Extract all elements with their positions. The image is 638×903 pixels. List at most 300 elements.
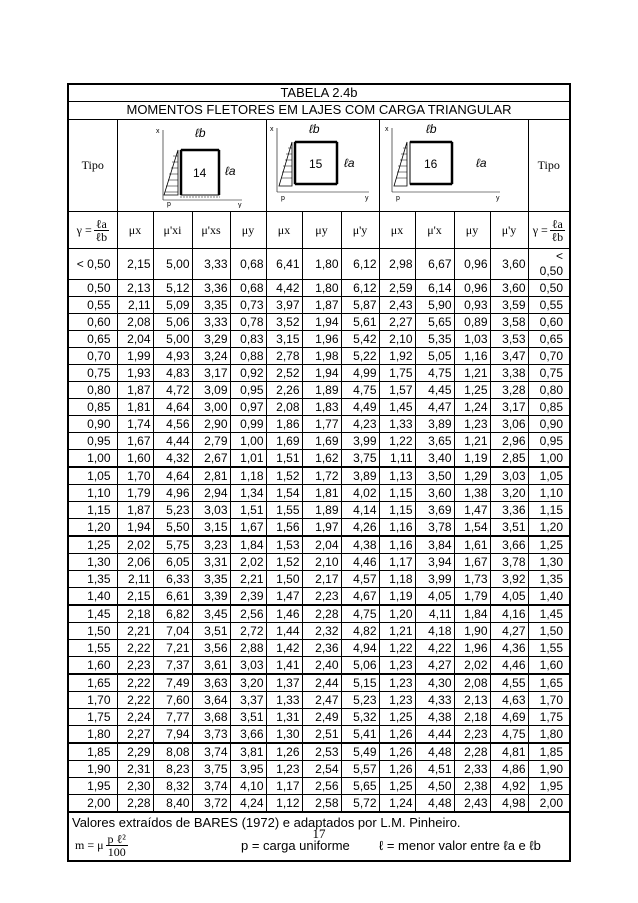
moment-coefficient: 6,33 bbox=[153, 571, 192, 588]
moment-coefficient: 3,52 bbox=[266, 314, 302, 331]
moment-coefficient: 1,67 bbox=[117, 433, 153, 450]
moment-coefficient: 3,03 bbox=[230, 657, 266, 675]
moment-coefficient: 2,28 bbox=[454, 743, 490, 761]
moment-coefficient: 1,92 bbox=[379, 348, 415, 365]
moment-coefficient: 3,97 bbox=[266, 297, 302, 314]
gamma-value: 1,50 bbox=[528, 623, 569, 640]
moment-coefficient: 2,10 bbox=[379, 331, 415, 348]
moment-coefficient: 1,94 bbox=[117, 519, 153, 537]
moment-coefficient: 5,61 bbox=[341, 314, 379, 331]
moment-coefficient: 5,32 bbox=[341, 709, 379, 726]
moment-coefficient: 1,51 bbox=[266, 450, 302, 468]
moment-coefficient: 1,21 bbox=[454, 433, 490, 450]
moment-coefficient: 3,73 bbox=[192, 726, 230, 744]
gamma-value: 0,55 bbox=[528, 297, 569, 314]
moment-coefficient: 1,17 bbox=[266, 778, 302, 795]
moment-coefficient: 1,25 bbox=[379, 709, 415, 726]
moment-coefficient: 3,03 bbox=[490, 467, 528, 485]
moment-coefficient: 1,25 bbox=[454, 382, 490, 399]
x-axis-label: x bbox=[384, 126, 389, 133]
moment-coefficient: 2,29 bbox=[117, 743, 153, 761]
gamma-value: 1,05 bbox=[69, 467, 117, 485]
moment-coefficient: 8,40 bbox=[153, 795, 192, 812]
moment-coefficient: 2,23 bbox=[302, 588, 341, 606]
moment-coefficient: 3,66 bbox=[230, 726, 266, 744]
moment-coefficient: 0,68 bbox=[230, 249, 266, 280]
moment-coefficient: 4,93 bbox=[153, 348, 192, 365]
moment-coefficient: 7,77 bbox=[153, 709, 192, 726]
table-row bbox=[69, 726, 569, 744]
moment-coefficient: 5,50 bbox=[153, 519, 192, 537]
table-row bbox=[69, 331, 569, 348]
moment-coefficient: 3,20 bbox=[490, 485, 528, 502]
moment-coefficient: 1,87 bbox=[117, 382, 153, 399]
moment-coefficient: 2,21 bbox=[117, 623, 153, 640]
gamma-numerator: ℓa bbox=[551, 216, 563, 231]
moment-coefficient: 0,93 bbox=[454, 297, 490, 314]
gamma-value: 1,60 bbox=[69, 657, 117, 675]
moment-coefficient: 4,14 bbox=[341, 502, 379, 519]
moment-coefficient: 4,98 bbox=[490, 795, 528, 812]
moment-coefficient: 1,53 bbox=[266, 536, 302, 554]
moment-coefficient: 2,38 bbox=[454, 778, 490, 795]
gamma-value: 0,90 bbox=[528, 416, 569, 433]
formula-denominator: 100 bbox=[107, 845, 126, 859]
moment-coefficient: 3,33 bbox=[192, 314, 230, 331]
moment-coefficient: 5,90 bbox=[415, 297, 454, 314]
moment-coefficient: 0,99 bbox=[230, 416, 266, 433]
moment-coefficient: 1,52 bbox=[266, 467, 302, 485]
moment-coefficient: 7,37 bbox=[153, 657, 192, 675]
table-subtitle: MOMENTOS FLETORES EM LAJES COM CARGA TRIANGULAR bbox=[69, 102, 569, 120]
moment-coefficient: 2,27 bbox=[117, 726, 153, 744]
gamma-value: 0,70 bbox=[528, 348, 569, 365]
moment-coefficient: 4,55 bbox=[490, 674, 528, 692]
moment-coefficient: 1,12 bbox=[266, 795, 302, 812]
moment-coefficient: 4,92 bbox=[490, 778, 528, 795]
gamma-value: 1,15 bbox=[69, 502, 117, 519]
moment-coefficient: 2,04 bbox=[117, 331, 153, 348]
moment-coefficient: 2,67 bbox=[192, 450, 230, 468]
moment-coefficient: 1,26 bbox=[379, 726, 415, 744]
table-row bbox=[69, 280, 569, 297]
moment-coefficient: 1,45 bbox=[379, 399, 415, 416]
moment-coefficient: 3,89 bbox=[341, 467, 379, 485]
moment-coefficient: 4,67 bbox=[341, 588, 379, 606]
moment-coefficient: 0,95 bbox=[230, 382, 266, 399]
p-label: p bbox=[395, 195, 400, 202]
moment-coefficient: 3,06 bbox=[490, 416, 528, 433]
moment-coefficient: 2,78 bbox=[266, 348, 302, 365]
gamma-value: 1,70 bbox=[528, 692, 569, 709]
gamma-value: 0,80 bbox=[528, 382, 569, 399]
la-label: ℓa bbox=[475, 156, 487, 170]
moment-coefficient: 5,22 bbox=[341, 348, 379, 365]
moment-coefficient: 2,18 bbox=[454, 709, 490, 726]
moment-coefficient: 4,72 bbox=[153, 382, 192, 399]
moment-coefficient: 2,43 bbox=[379, 297, 415, 314]
moment-coefficient: 5,72 bbox=[341, 795, 379, 812]
moment-coefficient: 2,27 bbox=[379, 314, 415, 331]
moment-coefficient: 4,75 bbox=[341, 382, 379, 399]
moment-coefficient: 1,26 bbox=[379, 743, 415, 761]
moment-coefficient: 4,49 bbox=[341, 399, 379, 416]
table-row bbox=[69, 485, 569, 502]
moment-coefficient: 4,75 bbox=[490, 726, 528, 744]
moment-coefficient: 3,53 bbox=[490, 331, 528, 348]
table-row bbox=[69, 249, 569, 280]
moment-coefficient: 3,99 bbox=[415, 571, 454, 588]
moment-coefficient: 3,78 bbox=[415, 519, 454, 537]
gamma-numerator: ℓa bbox=[95, 216, 107, 231]
moment-coefficient: 1,87 bbox=[117, 502, 153, 519]
gamma-value: 0,95 bbox=[528, 433, 569, 450]
moment-coefficient: 3,60 bbox=[490, 249, 528, 280]
gamma-value: 2,00 bbox=[69, 795, 117, 812]
moment-coefficient: 3,17 bbox=[192, 365, 230, 382]
moment-coefficient: 1,94 bbox=[302, 314, 341, 331]
gamma-value: 1,50 bbox=[69, 623, 117, 640]
p-label: p bbox=[166, 201, 171, 208]
moment-coefficient: 4,18 bbox=[415, 623, 454, 640]
moment-coefficient: 1,22 bbox=[379, 640, 415, 657]
moment-coefficient: 0,68 bbox=[230, 280, 266, 297]
table-row bbox=[69, 502, 569, 519]
gamma-value: 0,55 bbox=[69, 297, 117, 314]
moment-coefficient: 1,96 bbox=[454, 640, 490, 657]
tipo-label-right: Tipo bbox=[528, 120, 569, 212]
moment-coefficient: 6,12 bbox=[341, 249, 379, 280]
symbol-header-row bbox=[69, 212, 569, 249]
p-label: p bbox=[280, 195, 285, 202]
moment-coefficient: 3,74 bbox=[192, 778, 230, 795]
moment-coefficient: 3,64 bbox=[192, 692, 230, 709]
moment-coefficient: 6,05 bbox=[153, 554, 192, 571]
gamma-value: 1,70 bbox=[69, 692, 117, 709]
moment-coefficient: 1,30 bbox=[266, 726, 302, 744]
length-definition: ℓ = menor valor entre ℓa e ℓb bbox=[379, 838, 541, 853]
gamma-value: 1,35 bbox=[69, 571, 117, 588]
moment-coefficient: 2,88 bbox=[230, 640, 266, 657]
moment-coefficient: 1,69 bbox=[302, 433, 341, 450]
moment-coefficient: 2,72 bbox=[230, 623, 266, 640]
moment-coefficient: 7,94 bbox=[153, 726, 192, 744]
moment-coefficient: 4,24 bbox=[230, 795, 266, 812]
table-row bbox=[69, 657, 569, 675]
moment-coefficient: 3,60 bbox=[490, 280, 528, 297]
moment-coefficient: 2,23 bbox=[454, 726, 490, 744]
moment-coefficient: 3,56 bbox=[192, 640, 230, 657]
lb-label: ℓb bbox=[194, 126, 206, 140]
moment-coefficient: 2,26 bbox=[266, 382, 302, 399]
source-note: Valores extraídos de BARES (1972) e adaptados por L.M. Pinheiro. bbox=[72, 815, 461, 830]
moment-coefficient: 4,94 bbox=[341, 640, 379, 657]
moment-coefficient: 1,00 bbox=[230, 433, 266, 450]
gamma-value: 0,85 bbox=[528, 399, 569, 416]
moment-coefficient: 1,19 bbox=[454, 450, 490, 468]
gamma-value: 0,60 bbox=[69, 314, 117, 331]
moment-coefficient: 6,61 bbox=[153, 588, 192, 606]
moment-coefficient: 2,47 bbox=[302, 692, 341, 709]
table-row bbox=[69, 778, 569, 795]
moment-coefficient: 6,67 bbox=[415, 249, 454, 280]
moment-coefficient: 4,57 bbox=[341, 571, 379, 588]
moment-coefficient: 1,33 bbox=[266, 692, 302, 709]
formula-numerator: p ℓ² bbox=[107, 832, 126, 846]
moment-coefficient: 3,94 bbox=[415, 554, 454, 571]
gamma-value: 1,30 bbox=[69, 554, 117, 571]
moment-coefficient: 1,34 bbox=[230, 485, 266, 502]
moment-coefficient: 1,77 bbox=[302, 416, 341, 433]
moment-coefficient: 3,61 bbox=[192, 657, 230, 675]
coefficient-header: μ'xi bbox=[153, 212, 192, 249]
moment-coefficient: 3,99 bbox=[341, 433, 379, 450]
lb-label: ℓb bbox=[425, 122, 437, 136]
moment-coefficient: 0,96 bbox=[454, 249, 490, 280]
moment-coefficient: 1,57 bbox=[379, 382, 415, 399]
moment-coefficient: 4,81 bbox=[490, 743, 528, 761]
gamma-value: 1,60 bbox=[528, 657, 569, 675]
moment-coefficient: 2,33 bbox=[454, 761, 490, 778]
moment-coefficient: 3,28 bbox=[490, 382, 528, 399]
moment-coefficient: 1,50 bbox=[266, 571, 302, 588]
gamma-value: 1,10 bbox=[528, 485, 569, 502]
gamma-value: 1,85 bbox=[528, 743, 569, 761]
table-sheet bbox=[67, 83, 571, 862]
slab-14-icon bbox=[120, 120, 269, 208]
moment-coefficient: 1,37 bbox=[266, 674, 302, 692]
moment-coefficient: 1,73 bbox=[454, 571, 490, 588]
coefficient-header: μx bbox=[117, 212, 153, 249]
moment-coefficient: 1,47 bbox=[454, 502, 490, 519]
moment-coefficient: 1,24 bbox=[379, 795, 415, 812]
moment-coefficient: 4,45 bbox=[415, 382, 454, 399]
moment-coefficient: 1,55 bbox=[266, 502, 302, 519]
moment-coefficient: 1,24 bbox=[454, 399, 490, 416]
moment-coefficient: 4,27 bbox=[415, 657, 454, 675]
moment-coefficient: 3,68 bbox=[192, 709, 230, 726]
moment-coefficient: 4,69 bbox=[490, 709, 528, 726]
moment-coefficient: 1,99 bbox=[117, 348, 153, 365]
moment-coefficient: 4,05 bbox=[490, 588, 528, 606]
moments-table bbox=[69, 120, 569, 812]
moment-coefficient: 1,41 bbox=[266, 657, 302, 675]
gamma-value: 1,80 bbox=[69, 726, 117, 744]
moment-coefficient: 1,74 bbox=[117, 416, 153, 433]
moment-coefficient: 2,36 bbox=[302, 640, 341, 657]
moment-coefficient: 3,74 bbox=[192, 743, 230, 761]
moment-coefficient: 2,94 bbox=[192, 485, 230, 502]
moment-coefficient: 1,22 bbox=[379, 433, 415, 450]
gamma-value: 0,75 bbox=[528, 365, 569, 382]
moment-coefficient: 2,08 bbox=[266, 399, 302, 416]
moment-coefficient: 5,87 bbox=[341, 297, 379, 314]
gamma-symbol: γ = bbox=[76, 222, 92, 237]
diagram-row bbox=[69, 120, 569, 212]
moment-coefficient: 2,21 bbox=[230, 571, 266, 588]
moment-coefficient: 1,15 bbox=[379, 502, 415, 519]
gamma-value: 0,85 bbox=[69, 399, 117, 416]
moment-coefficient: 4,50 bbox=[415, 778, 454, 795]
moment-coefficient: 6,12 bbox=[341, 280, 379, 297]
moment-coefficient: 2,02 bbox=[117, 536, 153, 554]
moment-coefficient: 2,58 bbox=[302, 795, 341, 812]
moment-coefficient: 2,85 bbox=[490, 450, 528, 468]
moment-coefficient: 1,93 bbox=[117, 365, 153, 382]
moment-coefficient: 5,06 bbox=[341, 657, 379, 675]
moment-coefficient: 5,00 bbox=[153, 249, 192, 280]
gamma-value: 0,75 bbox=[69, 365, 117, 382]
moment-coefficient: 3,51 bbox=[490, 519, 528, 537]
moment-coefficient: 3,89 bbox=[415, 416, 454, 433]
moment-coefficient: 3,66 bbox=[490, 536, 528, 554]
coefficient-header: μ'xs bbox=[192, 212, 230, 249]
moment-coefficient: 5,75 bbox=[153, 536, 192, 554]
gamma-value: < 0,50 bbox=[528, 249, 569, 280]
moment-coefficient: 0,88 bbox=[230, 348, 266, 365]
gamma-value: 1,10 bbox=[69, 485, 117, 502]
case-number: 14 bbox=[192, 166, 206, 180]
moment-coefficient: 2,13 bbox=[454, 692, 490, 709]
y-axis-label: y bbox=[364, 195, 368, 202]
moment-coefficient: 2,98 bbox=[379, 249, 415, 280]
table-row bbox=[69, 433, 569, 450]
moment-coefficient: 5,06 bbox=[153, 314, 192, 331]
moment-coefficient: 1,90 bbox=[454, 623, 490, 640]
moment-coefficient: 0,89 bbox=[454, 314, 490, 331]
moment-coefficient: 4,23 bbox=[341, 416, 379, 433]
coefficient-header: μy bbox=[302, 212, 341, 249]
moment-coefficient: 4,05 bbox=[415, 588, 454, 606]
gamma-denominator: ℓb bbox=[551, 229, 564, 244]
moment-coefficient: 4,75 bbox=[415, 365, 454, 382]
table-row bbox=[69, 554, 569, 571]
moment-coefficient: 1,25 bbox=[379, 778, 415, 795]
moment-coefficient: 3,58 bbox=[490, 314, 528, 331]
moment-coefficient: 4,10 bbox=[230, 778, 266, 795]
moment-coefficient: 2,28 bbox=[302, 605, 341, 623]
moment-coefficient: 0,97 bbox=[230, 399, 266, 416]
moment-coefficient: 1,96 bbox=[302, 331, 341, 348]
moment-coefficient: 7,21 bbox=[153, 640, 192, 657]
gamma-value: 1,75 bbox=[528, 709, 569, 726]
lb-label: ℓb bbox=[308, 122, 320, 136]
moment-coefficient: 1,18 bbox=[230, 467, 266, 485]
moment-coefficient: 3,36 bbox=[192, 280, 230, 297]
gamma-value: 1,25 bbox=[69, 536, 117, 554]
moment-coefficient: 4,86 bbox=[490, 761, 528, 778]
table-row bbox=[69, 571, 569, 588]
moment-coefficient: 1,44 bbox=[266, 623, 302, 640]
moment-coefficient: 3,00 bbox=[192, 399, 230, 416]
table-row bbox=[69, 297, 569, 314]
moment-coefficient: 4,22 bbox=[415, 640, 454, 657]
table-title: TABELA 2.4b bbox=[69, 85, 569, 102]
moment-coefficient: 2,23 bbox=[117, 657, 153, 675]
moment-coefficient: 5,05 bbox=[415, 348, 454, 365]
moment-coefficient: 2,08 bbox=[454, 674, 490, 692]
moment-coefficient: 1,26 bbox=[266, 743, 302, 761]
moment-coefficient: 1,23 bbox=[379, 674, 415, 692]
moment-coefficient: 1,29 bbox=[454, 467, 490, 485]
moment-coefficient: 1,94 bbox=[302, 365, 341, 382]
moment-coefficient: 1,51 bbox=[230, 502, 266, 519]
moment-coefficient: 2,40 bbox=[302, 657, 341, 675]
moment-coefficient: 2,54 bbox=[302, 761, 341, 778]
table-row bbox=[69, 605, 569, 623]
moment-coefficient: 1,16 bbox=[379, 519, 415, 537]
moment-coefficient: 1,83 bbox=[302, 399, 341, 416]
gamma-value: 1,30 bbox=[528, 554, 569, 571]
formula-lhs: m = μ bbox=[75, 838, 104, 852]
gamma-value: 1,95 bbox=[528, 778, 569, 795]
moment-coefficient: 1,47 bbox=[266, 588, 302, 606]
gamma-value: 1,00 bbox=[69, 450, 117, 468]
moment-coefficient: 1,80 bbox=[302, 280, 341, 297]
gamma-value: < 0,50 bbox=[69, 249, 117, 280]
moment-coefficient: 0,78 bbox=[230, 314, 266, 331]
moment-coefficient: 4,47 bbox=[415, 399, 454, 416]
gamma-value: 1,95 bbox=[69, 778, 117, 795]
x-axis-label: x bbox=[269, 126, 273, 133]
moment-coefficient: 1,16 bbox=[379, 536, 415, 554]
table-row bbox=[69, 382, 569, 399]
gamma-value: 1,15 bbox=[528, 502, 569, 519]
moment-coefficient: 6,41 bbox=[266, 249, 302, 280]
gamma-value: 0,60 bbox=[528, 314, 569, 331]
moment-coefficient: 4,64 bbox=[153, 399, 192, 416]
coefficient-header: μx bbox=[266, 212, 302, 249]
case-16-diagram bbox=[379, 120, 528, 212]
coefficient-header: μx bbox=[379, 212, 415, 249]
moment-coefficient: 1,03 bbox=[454, 331, 490, 348]
moment-coefficient: 2,56 bbox=[302, 778, 341, 795]
moment-coefficient: 3,59 bbox=[490, 297, 528, 314]
moment-coefficient: 1,17 bbox=[379, 554, 415, 571]
moment-coefficient: 1,79 bbox=[117, 485, 153, 502]
moment-coefficient: 5,65 bbox=[341, 778, 379, 795]
moment-coefficient: 2,08 bbox=[117, 314, 153, 331]
coefficient-header: μ'y bbox=[341, 212, 379, 249]
moment-coefficient: 5,23 bbox=[341, 692, 379, 709]
table-row bbox=[69, 640, 569, 657]
moment-coefficient: 3,24 bbox=[192, 348, 230, 365]
moment-coefficient: 1,84 bbox=[454, 605, 490, 623]
moment-coefficient: 2,15 bbox=[117, 249, 153, 280]
moment-coefficient: 2,22 bbox=[117, 692, 153, 709]
gamma-value: 0,70 bbox=[69, 348, 117, 365]
moment-coefficient: 4,56 bbox=[153, 416, 192, 433]
moment-coefficient: 2,04 bbox=[302, 536, 341, 554]
moment-coefficient: 2,39 bbox=[230, 588, 266, 606]
moment-coefficient: 7,49 bbox=[153, 674, 192, 692]
moment-coefficient: 3,20 bbox=[230, 674, 266, 692]
moment-coefficient: 7,60 bbox=[153, 692, 192, 709]
moment-coefficient: 4,02 bbox=[341, 485, 379, 502]
moment-coefficient: 5,57 bbox=[341, 761, 379, 778]
gamma-value: 1,55 bbox=[69, 640, 117, 657]
moment-coefficient: 1,79 bbox=[454, 588, 490, 606]
moment-coefficient: 5,35 bbox=[415, 331, 454, 348]
moment-coefficient: 3,95 bbox=[230, 761, 266, 778]
moment-coefficient: 1,46 bbox=[266, 605, 302, 623]
moment-coefficient: 4,96 bbox=[153, 485, 192, 502]
gamma-value: 1,85 bbox=[69, 743, 117, 761]
moment-coefficient: 3,38 bbox=[490, 365, 528, 382]
moment-coefficient: 2,18 bbox=[117, 605, 153, 623]
moment-coefficient: 4,51 bbox=[415, 761, 454, 778]
moment-coefficient: 3,63 bbox=[192, 674, 230, 692]
